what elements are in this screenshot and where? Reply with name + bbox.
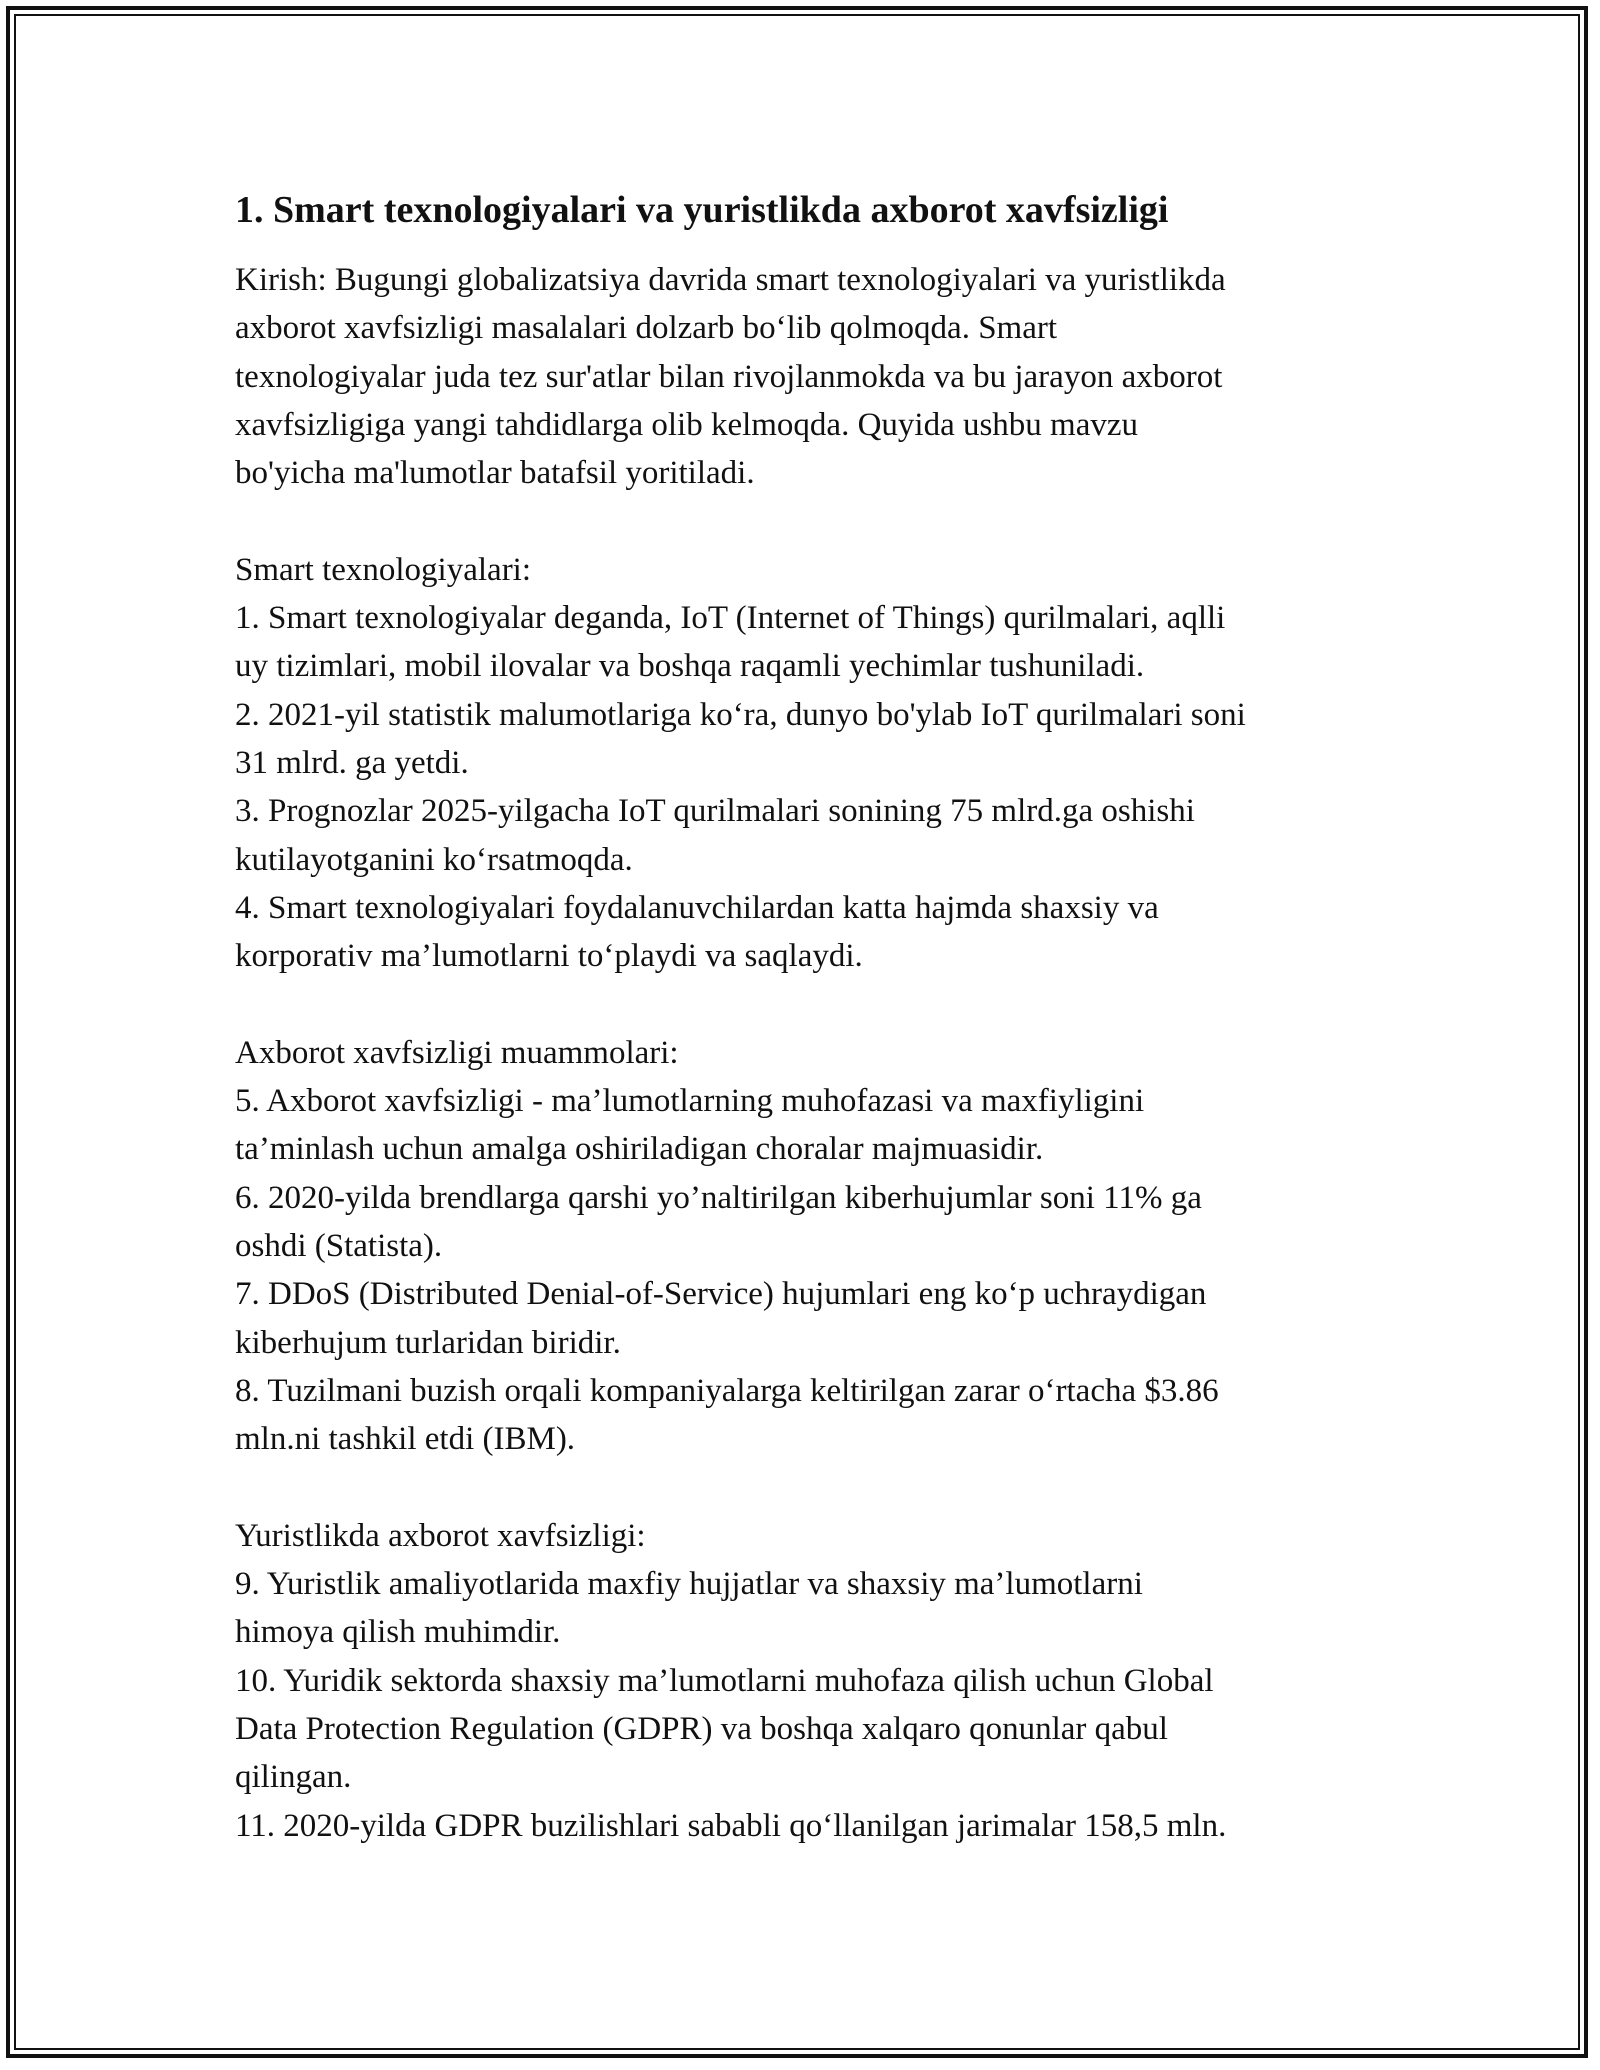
paragraph-gap	[235, 497, 1375, 545]
section-information-security-problems	[235, 1029, 1375, 1464]
list-item-line: 7. DDoS (Distributed Denial-of-Service) hujumlari eng koʻp uchraydigan	[235, 1276, 1207, 1313]
list-item-line: 11. 2020-yilda GDPR buzilishlari sababli qoʻllanilgan jarimalar 158,5 mln.	[235, 1807, 1227, 1844]
document-body	[235, 186, 1375, 1850]
list-item-line: 2. 2021-yil statistik malumotlariga koʻra, dunyo bo'ylab IoT qurilmalari soni	[235, 696, 1246, 733]
list-item-line: korporativ ma’lumotlarni toʻplaydi va saqlaydi.	[235, 938, 863, 975]
intro-line: xavfsizligiga yangi tahdidlarga olib kelmoqda. Quyida ushbu mavzu	[235, 406, 1139, 443]
list-item-line: 4. Smart texnologiyalari foydalanuvchilardan katta hajmda shaxsiy va	[235, 889, 1159, 926]
section-heading: Axborot xavfsizligi muammolari:	[235, 1034, 679, 1071]
list-item-line: 6. 2020-yilda brendlarga qarshi yo’naltirilgan kiberhujumlar soni 11% ga	[235, 1179, 1202, 1216]
paragraph-gap	[235, 980, 1375, 1028]
list-item-line: Data Protection Regulation (GDPR) va boshqa xalqaro qonunlar qabul	[235, 1710, 1168, 1747]
list-item-line: 10. Yuridik sektorda shaxsiy ma’lumotlarni muhofaza qilish uchun Global	[235, 1662, 1214, 1699]
list-item-line: 8. Tuzilmani buzish orqali kompaniyalarga keltirilgan zarar oʻrtacha $3.86	[235, 1372, 1219, 1409]
list-item-line: 3. Prognozlar 2025-yilgacha IoT qurilmalari sonining 75 mlrd.ga oshishi	[235, 793, 1195, 830]
list-item-line: himoya qilish muhimdir.	[235, 1614, 561, 1651]
list-item-line: ta’minlash uchun amalga oshiriladigan choralar majmuasidir.	[235, 1131, 1044, 1168]
intro-line: axborot xavfsizligi masalalari dolzarb boʻlib qolmoqda. Smart	[235, 310, 1058, 347]
paragraph-gap	[235, 1463, 1375, 1511]
list-item-line: mln.ni tashkil etdi (IBM).	[235, 1421, 576, 1458]
intro-line: texnologiyalar juda tez sur'atlar bilan rivojlanmokda va bu jarayon axborot	[235, 358, 1223, 395]
list-item-line: 1. Smart texnologiyalar deganda, IoT (Internet of Things) qurilmalari, aqlli	[235, 600, 1226, 637]
list-item-line: 31 mlrd. ga yetdi.	[235, 744, 469, 781]
list-item-line: kutilayotganini koʻrsatmoqda.	[235, 841, 633, 878]
intro-line: bo'yicha ma'lumotlar batafsil yoritiladi.	[235, 455, 755, 492]
section-legal-information-security	[235, 1512, 1375, 1850]
section-heading: Smart texnologiyalari:	[235, 551, 532, 588]
intro-paragraph	[235, 256, 1375, 497]
list-item-line: kiberhujum turlaridan biridir.	[235, 1324, 621, 1361]
section-heading: Yuristlikda axborot xavfsizligi:	[235, 1517, 646, 1554]
document-title: 1. Smart texnologiyalari va yuristlikda axborot xavfsizligi	[235, 189, 1169, 231]
list-item-line: oshdi (Statista).	[235, 1227, 443, 1264]
list-item-line: 9. Yuristlik amaliyotlarida maxfiy hujjatlar va shaxsiy ma’lumotlarni	[235, 1566, 1143, 1603]
list-item-line: 5. Axborot xavfsizligi - ma’lumotlarning muhofazasi va maxfiyligini	[235, 1083, 1145, 1120]
list-item-line: uy tizimlari, mobil ilovalar va boshqa raqamli yechimlar tushuniladi.	[235, 648, 1145, 685]
section-smart-technologies	[235, 546, 1375, 981]
intro-line: Kirish: Bugungi globalizatsiya davrida smart texnologiyalari va yuristlikda	[235, 262, 1226, 298]
list-item-line: qilingan.	[235, 1759, 352, 1796]
